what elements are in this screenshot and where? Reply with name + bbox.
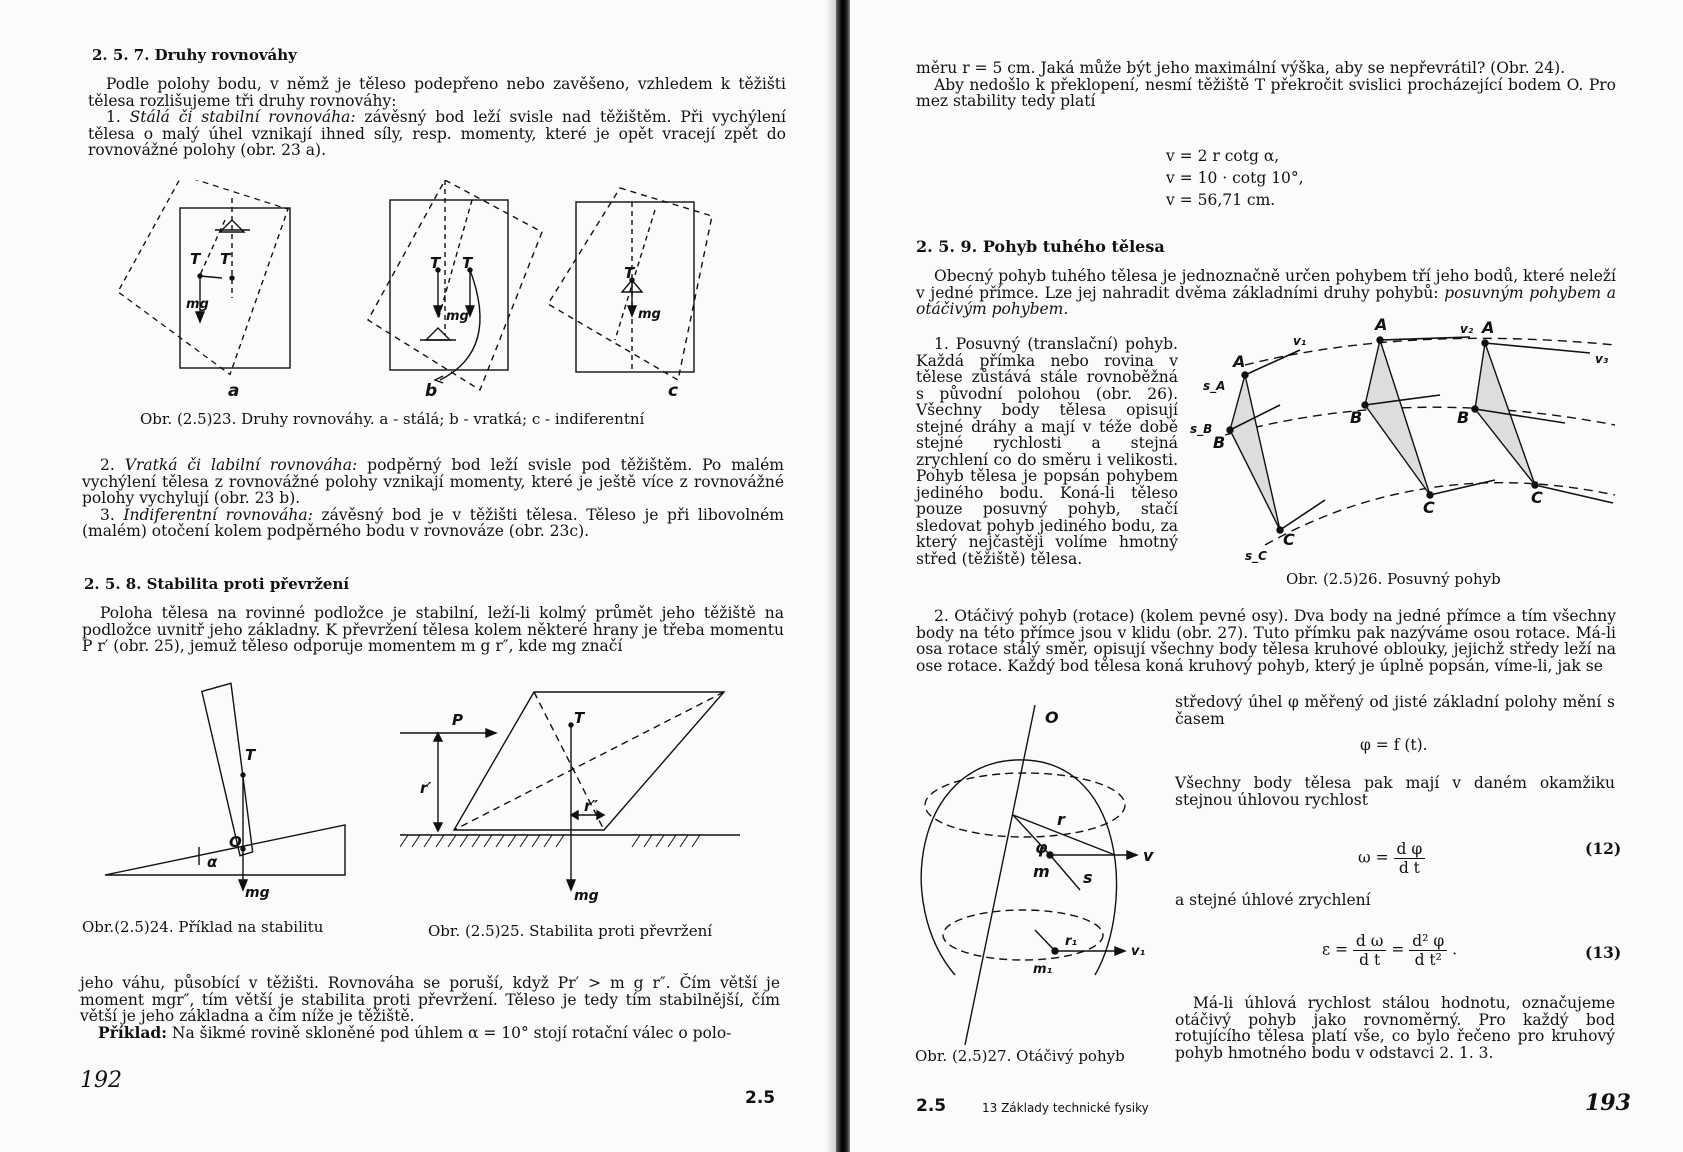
equation-1: v = 2 r cotg α, bbox=[1166, 147, 1280, 165]
rigid-intro-text: Obecný pohyb tuhého tělesa je jednoznačně určen pohybem tří jeho bodů, které neleží v jedné přímce. Lze jej nahradit dvěma základními druhy pohybů: bbox=[916, 267, 1616, 302]
fig23-label-b: b bbox=[425, 381, 438, 401]
item2-text bbox=[82, 457, 784, 507]
fig23c-label-mg: mg bbox=[638, 307, 661, 322]
stability-text: Poloha tělesa na rovinné podložce je stabilní, leží-li kolmý průmět jeho těžiště na podložce uvnitř jeho základny. K převržení tělesa kolem některé hrany je třeba momentu P r′ (obr. 25), jemuž těleso odporuje momentem m g r″, kde mg značí bbox=[82, 604, 784, 655]
fig25-label-p: P bbox=[452, 711, 463, 729]
eps-denominator-1: d t bbox=[1359, 951, 1381, 969]
item3-num: 3. bbox=[100, 505, 115, 524]
section-mark-right: 2.5 bbox=[916, 1096, 947, 1116]
page-number-right: 193 bbox=[1585, 1090, 1631, 1116]
item3-term: Indiferentní rovnováha: bbox=[123, 505, 313, 524]
eps-numerator-2: d² φ bbox=[1409, 932, 1447, 951]
item1-num: 1. bbox=[106, 108, 121, 126]
fig27-label-s: s bbox=[1083, 868, 1093, 887]
fig26-label-a3: A bbox=[1482, 318, 1495, 337]
eps-fraction-1 bbox=[1353, 932, 1387, 969]
omega-text: Všechny body tělesa pak mají v daném okamžiku stejnou úhlovou rychlost bbox=[1175, 774, 1615, 809]
item2-body: podpěrný bod leží svisle pod těžištěm. Po malém vychýlení tělesa z rovnovážné polohy vznikají momenty, které je ještě více z rovnovážné polohy vychylují (obr. 23 b). bbox=[82, 456, 784, 507]
fig26-label-a2: A bbox=[1375, 315, 1388, 334]
fig25-caption: Obr. (2.5)25. Stabilita proti převržení bbox=[428, 922, 713, 940]
right-page bbox=[850, 0, 1683, 1152]
phi-text: středový úhel φ měřený od jisté základní polohy mění s časem bbox=[1175, 693, 1615, 728]
paragraph-intro-equilibrium bbox=[88, 76, 786, 159]
paragraph-omega bbox=[1175, 775, 1615, 808]
fig27-label-m: m bbox=[1033, 862, 1050, 881]
fig25-label-r1: r′ bbox=[420, 779, 432, 797]
item3-body: závěsný bod je v těžišti tělesa. Těleso je při libovolném (malém) otočení kolem podpěrného bodu v rovnováze (obr. 23c). bbox=[82, 505, 784, 540]
footer-book-title: 13 Základy technické fysiky bbox=[982, 1101, 1149, 1115]
fig26-label-v3: v₃ bbox=[1595, 352, 1609, 366]
fig25-label-mg: mg bbox=[574, 888, 599, 904]
fig26-label-b1: B bbox=[1213, 433, 1226, 452]
omega-numerator: d φ bbox=[1394, 840, 1426, 859]
equation-number-13: (13) bbox=[1585, 943, 1622, 962]
equation-omega bbox=[1358, 840, 1425, 877]
fig23c-label-t: T bbox=[624, 264, 635, 282]
paragraph-items-2-3 bbox=[82, 457, 784, 540]
paragraph-continuation bbox=[80, 975, 780, 1041]
fig27-caption: Obr. (2.5)27. Otáčivý pohyb bbox=[915, 1047, 1125, 1065]
example-text: Na šikmé rovině skloněné pod úhlem α = 10° stojí rotační válec o polo- bbox=[171, 1023, 732, 1042]
fig23a-label-t2: T bbox=[220, 250, 231, 268]
equation-3: v = 56,71 cm. bbox=[1166, 191, 1276, 209]
fig24-caption: Obr.(2.5)24. Příklad na stabilitu bbox=[82, 918, 324, 936]
paragraph-phi bbox=[1175, 694, 1615, 727]
item1-text bbox=[88, 109, 786, 159]
eps-equals: = bbox=[1391, 940, 1405, 959]
fig23b-label-t1: T bbox=[430, 254, 441, 272]
left-page bbox=[0, 0, 836, 1152]
item1-body: závěsný bod leží svisle nad těžištěm. Při vychýlení tělesa o malý úhel vznikají ihned síly, resp. momenty, které je opět vracejí zpět do rovnovážné polohy (obr. 23 a). bbox=[88, 108, 786, 159]
fig26-label-v2: v₂ bbox=[1460, 322, 1474, 336]
fig27-label-o: O bbox=[1045, 708, 1059, 727]
eps-fraction-2 bbox=[1409, 932, 1447, 969]
top-text-2: Aby nedošlo k překlopení, nesmí těžiště T překročit svislici procházející bodem O. Pro mez stability tedy platí bbox=[916, 75, 1616, 110]
omega-fraction bbox=[1394, 840, 1426, 877]
fig24-cylinder bbox=[201, 683, 255, 858]
paragraph-epsilon bbox=[1175, 892, 1615, 909]
fig24-label-mg: mg bbox=[245, 885, 270, 901]
paragraph-uniform bbox=[1175, 995, 1615, 1061]
fig25-label-t: T bbox=[574, 709, 585, 727]
fig23-label-c: c bbox=[668, 381, 679, 401]
figure-27-rotation bbox=[905, 705, 1175, 1045]
example-label: Příklad: bbox=[98, 1022, 167, 1042]
fig24-label-t: T bbox=[245, 746, 256, 764]
fig24-label-o: O bbox=[229, 833, 242, 851]
page-number-left: 192 bbox=[80, 1068, 122, 1093]
fig26-caption: Obr. (2.5)26. Posuvný pohyb bbox=[1286, 570, 1501, 588]
omega-denominator: d t bbox=[1398, 859, 1420, 877]
fig27-label-v1: v₁ bbox=[1131, 944, 1146, 959]
figure-24-stability-example bbox=[95, 675, 355, 905]
fig26-label-sa: s_A bbox=[1203, 379, 1226, 393]
section-mark-left: 2.5 bbox=[745, 1088, 776, 1108]
fig26-label-a1: A bbox=[1233, 352, 1246, 371]
paragraph-example-continued bbox=[916, 60, 1616, 110]
fig27-label-phi: φ bbox=[1035, 838, 1048, 857]
eps-denominator-2: d t² bbox=[1414, 951, 1442, 969]
fig26-label-b2: B bbox=[1350, 408, 1363, 427]
equation-number-12: (12) bbox=[1585, 839, 1622, 858]
paragraph-rotation bbox=[916, 608, 1616, 674]
fig23a-label-mg: mg bbox=[186, 297, 209, 312]
fig27-label-v: v bbox=[1143, 846, 1154, 865]
item2-term: Vratká či labilní rovnováha: bbox=[124, 456, 358, 474]
fig23-caption: Obr. (2.5)23. Druhy rovnováhy. a - stálá; b - vratká; c - indiferentní bbox=[140, 410, 645, 428]
fig26-label-c1: C bbox=[1283, 530, 1295, 549]
item3-text bbox=[82, 507, 784, 540]
uniform-text: Má-li úhlová rychlost stálou hodnotu, označujeme otáčivý pohyb jako rovnoměrný. Pro každý bod rotujícího tělesa platí vše, co bylo řečeno pro kruhový pohyb hmotného bodu v odstavci 2. 1. 3. bbox=[1175, 994, 1615, 1062]
section-heading-2-5-8: 2. 5. 8. Stabilita proti převržení bbox=[84, 575, 350, 593]
fig23b-label-mg: mg bbox=[446, 309, 469, 324]
example-paragraph bbox=[80, 1022, 780, 1042]
figure-25-overturning bbox=[400, 675, 740, 905]
rotation-text: 2. Otáčivý pohyb (rotace) (kolem pevné osy). Dva body na jedné přímce a tím všechny body na této přímce jsou v klidu (obr. 27). Tuto přímku pak nazýváme osou rotace. Má-li osa rotace stálý směr, opisují všechny body tělesa kruhové oblouky, jejichž středy leží na ose rotace. Každý bod tělesa koná kruhový pohyb, který je úplně popsán, víme-li, jak se bbox=[916, 607, 1616, 675]
eps-numerator-1: d ω bbox=[1353, 932, 1387, 951]
fig23-label-a: a bbox=[228, 381, 240, 401]
eps-lhs: ε = bbox=[1322, 940, 1348, 959]
fig26-label-b3: B bbox=[1457, 408, 1470, 427]
fig26-label-c3: C bbox=[1531, 488, 1543, 507]
continuation-text: jeho váhu, působící v těžišti. Rovnováha se poruší, když Pr′ > m g r″. Čím větší je moment mgr″, tím větší je stabilita proti převržení. Těleso je tedy tím stabilnější, čím větší je jeho základna a čím níže je těžiště. bbox=[80, 974, 780, 1025]
fig26-label-c2: C bbox=[1423, 498, 1435, 517]
section-heading-2-5-7: 2. 5. 7. Druhy rovnováhy bbox=[92, 46, 297, 64]
item2-num: 2. bbox=[100, 456, 115, 474]
omega-lhs: ω = bbox=[1358, 848, 1389, 867]
paragraph-stability bbox=[82, 605, 784, 655]
fig27-label-r: r bbox=[1057, 810, 1065, 829]
section-heading-2-5-9: 2. 5. 9. Pohyb tuhého tělesa bbox=[916, 237, 1165, 256]
fig23b-label-t2: T bbox=[462, 254, 473, 272]
translation-text: 1. Posuvný (translační) pohyb. Každá přímka nebo rovina v tělese zůstává stále rovnoběžná s původní polohou (obr. 26). Všechny body tělesa opisují stejné dráhy a mají v téže době stejné rychlosti a stejná zrychlení co do směru i velikosti. Pohyb tělesa je popsán pohybem jediného bodu. Koná-li těleso pouze posuvný pohyb, stačí sledovat pohyb jediného bodu, za který nejčastěji volíme hmotný střed (těžiště) tělesa. bbox=[916, 335, 1179, 568]
equation-epsilon bbox=[1322, 932, 1457, 969]
fig26-label-sc: s_C bbox=[1245, 549, 1267, 563]
book-spine bbox=[836, 0, 850, 1152]
spine-shadow-left bbox=[826, 0, 836, 1152]
eps-period: . bbox=[1452, 940, 1458, 959]
fig26-label-sb: s_B bbox=[1190, 422, 1213, 436]
item1-term: Stálá či stabilní rovnováha: bbox=[129, 108, 356, 126]
epsilon-text: a stejné úhlové zrychlení bbox=[1175, 891, 1371, 909]
figure-26-translation bbox=[1185, 305, 1625, 565]
fig26-label-v1: v₁ bbox=[1293, 334, 1307, 348]
equation-2: v = 10 · cotg 10°, bbox=[1166, 169, 1304, 187]
fig24-label-alpha: α bbox=[207, 853, 218, 871]
intro-text: Podle polohy bodu, v němž je těleso podepřeno nebo zavěšeno, vzhledem k těžišti tělesa rozlišujeme tři druhy rovnováhy: bbox=[88, 75, 786, 110]
fig25-label-r2: r″ bbox=[584, 797, 599, 815]
rigid-intro-end: posuvným pohybem a otáčivým pohybem. bbox=[916, 283, 1616, 318]
equation-phi: φ = f (t). bbox=[1360, 736, 1428, 754]
paragraph-translation bbox=[916, 336, 1178, 567]
fig27-label-r1: r₁ bbox=[1065, 934, 1078, 949]
fig23a-label-t1: T bbox=[190, 250, 201, 268]
fig27-label-m1: m₁ bbox=[1033, 962, 1053, 977]
top-text: měru r = 5 cm. Jaká může být jeho maximální výška, aby se nepřevrátil? (Obr. 24). bbox=[916, 59, 1566, 77]
figure-23-equilibrium-types bbox=[100, 180, 750, 405]
